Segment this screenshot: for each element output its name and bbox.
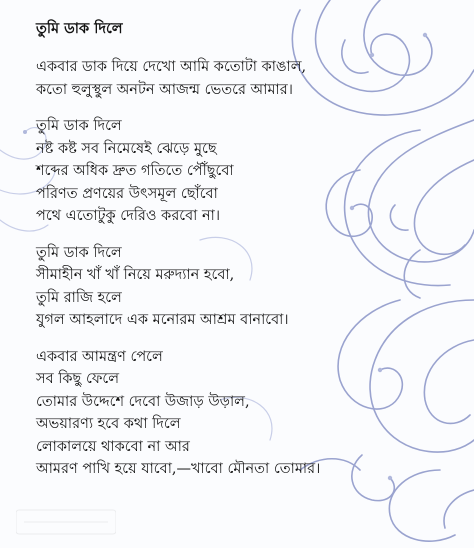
poem-line: তুমি রাজি হলে (36, 289, 122, 306)
poem-line: কতো হুলুস্থুল অনটন আজন্ম ভেতরে আমার। (36, 81, 293, 98)
poem-line: তোমার উদ্দেশে দেবো উজাড় উড়াল, (36, 393, 250, 410)
poem-line: সীমাহীন খাঁ খাঁ নিয়ে মরুদ্যান হবো, (36, 267, 235, 283)
poem-line: সব কিছু ফেলে (36, 371, 120, 387)
poem-line: লোকালয়ে থাকবো না আর (36, 438, 190, 455)
poem-line: আমরণ পাখি হয়ে যাবো,—খাবো মৌনতা তোমার। (36, 461, 321, 477)
poem-line: যুগল আহলাদে এক মনোরম আশ্রম বানাবো। (36, 312, 289, 328)
poem-line: তুমি ডাক দিলে (36, 118, 122, 134)
poem-line: পরিণত প্রণয়ের উৎসমূল ছোঁবো (36, 185, 218, 202)
poem-line: শব্দের অধিক দ্রুত গতিতে পৌঁছুবো (36, 163, 234, 179)
stanza-4 (36, 346, 456, 481)
poem (36, 18, 456, 495)
watermark-mark (16, 508, 116, 536)
stanza-2 (36, 115, 456, 228)
stanza-3 (36, 242, 456, 332)
poem-title: তুমি ডাক দিলে (36, 20, 123, 37)
poem-line: নষ্ট কষ্ট সব নিমেষেই ঝেড়ে মুছে (36, 140, 217, 157)
poem-line: তুমি ডাক দিলে (36, 244, 122, 261)
poem-line: একবার ডাক দিয়ে দেখো আমি কতোটা কাঙাল, (36, 59, 307, 75)
poem-line: পথে এতোটুকু দেরিও করবো না। (36, 208, 221, 224)
poem-line: অভয়ারণ্য হবে কথা দিলে (36, 416, 181, 432)
poem-line: একবার আমন্ত্রণ পেলে (36, 348, 163, 365)
stanza-1 (36, 56, 456, 101)
